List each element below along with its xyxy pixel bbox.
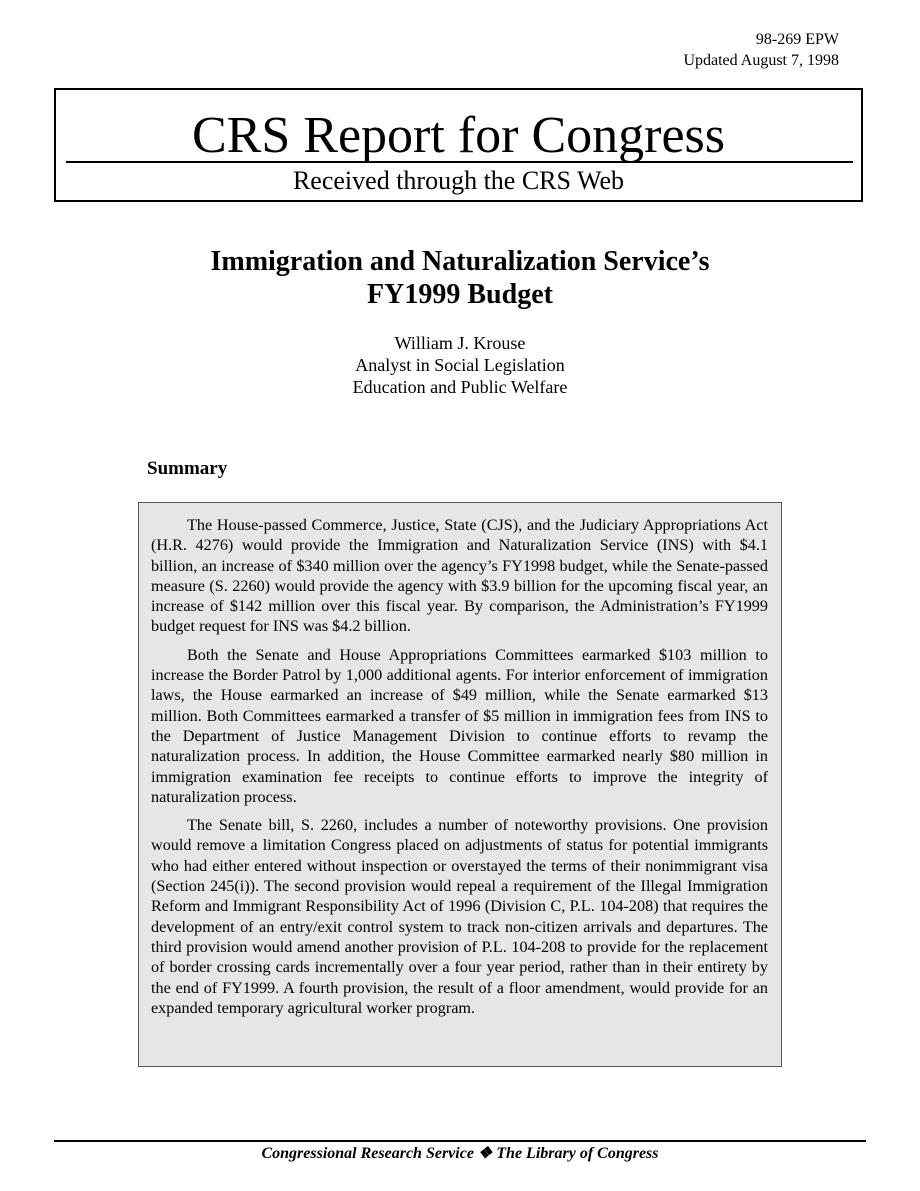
summary-paragraph: The House-passed Commerce, Justice, State (CJS), and the Judiciary Appropriations Act (H.R. 4276) would provide the Immigration and Naturalization Service (INS) with $4.1 billion, an increase of $340 million over the agency’s FY1998 budget, while the Senate-passed measure (S. 2260) would provide the agency with $3.9 billion for the upcoming fiscal year, an increase of $142 million over this fiscal year. By comparison, the Administration’s FY1999 budget request for INS was $4.2 billion. xyxy=(151,516,768,636)
document-title-line-2: FY1999 Budget xyxy=(367,279,553,310)
author-title: Analyst in Social Legislation xyxy=(355,355,565,375)
document-title-line-1: Immigration and Naturalization Service’s xyxy=(210,246,710,277)
author-block xyxy=(0,332,920,398)
author-name: William J. Krouse xyxy=(394,333,526,353)
footer-text: Congressional Research Service ❖ The Library of Congress xyxy=(261,1145,659,1162)
footer-divider xyxy=(54,1140,866,1142)
header-subtitle: Received through the CRS Web xyxy=(292,166,625,195)
header-divider xyxy=(66,161,853,163)
summary-box xyxy=(138,502,782,1067)
header-title: CRS Report for Congress xyxy=(192,107,725,164)
summary-paragraph: Both the Senate and House Appropriations Committees earmarked $103 million to increase the Border Patrol by 1,000 additional agents. For interior enforcement of immigration laws, the House earmarked an increase of $49 million, while the Senate earmarked $13 million. Both Committees earmarked a transfer of $5 million in immigration fees from INS to the Department of Justice Management Division to continue efforts to revamp the naturalization process. In addition, the House Committee earmarked nearly $80 million in immigration examination fee receipts to continue efforts to improve the integrity of naturalization process. xyxy=(151,645,768,806)
report-updated-date: Updated August 7, 1998 xyxy=(683,52,839,69)
summary-heading: Summary xyxy=(147,458,228,479)
report-meta xyxy=(683,29,839,71)
report-number: 98-269 EPW xyxy=(755,31,839,48)
document-title xyxy=(0,245,920,311)
summary-paragraph: The Senate bill, S. 2260, includes a number of noteworthy provisions. One provision would remove a limitation Congress placed on adjustments of status for potential immigrants who had either entered without inspection or overstayed the terms of their nonimmigrant visa (Section 245(i)). The second provision would repeal a requirement of the Illegal Immigration Reform and Immigrant Responsibility Act of 1996 (Division C, P.L. 104-208) that requires the development of an entry/exit control system to track non-citizen arrivals and departures. The third provision would amend another provision of P.L. 104-208 to provide for the replacement of border crossing cards incrementally over a four year period, rather than in their entirety by the end of FY1999. A fourth provision, the result of a floor amendment, would provide for an expanded temporary agricultural worker program. xyxy=(151,816,768,1017)
report-header-box xyxy=(54,88,863,202)
author-division: Education and Public Welfare xyxy=(352,377,568,397)
